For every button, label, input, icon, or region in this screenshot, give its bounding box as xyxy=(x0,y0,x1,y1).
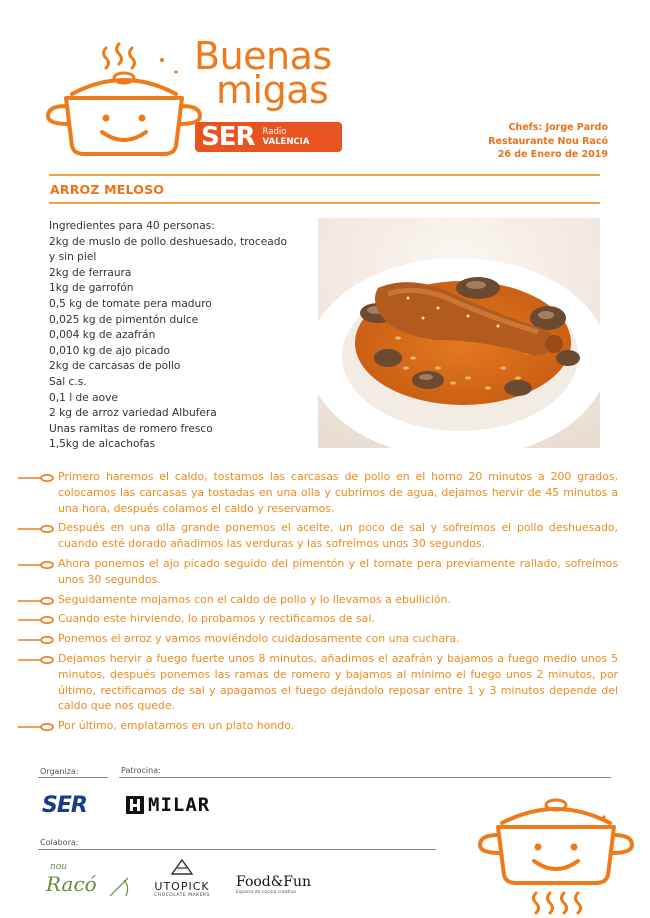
radio-label: Radio xyxy=(262,127,287,137)
cooking-pot-icon-large xyxy=(478,797,638,915)
organiza-rule xyxy=(38,777,108,778)
rice-dish-illustration xyxy=(318,218,600,448)
ingredient-item: 2kg de muslo de pollo deshuesado, troceado xyxy=(49,235,287,248)
ingredient-item: 2 kg de arroz variedad Albufera xyxy=(49,407,217,420)
valencia-label: VALENCIA xyxy=(262,137,310,147)
ingredient-item: 2kg de ferraura xyxy=(49,266,132,279)
preparation-steps xyxy=(18,469,618,738)
spoon-icon xyxy=(18,656,54,664)
spoon-icon xyxy=(18,723,54,731)
step-text: Primero haremos el caldo, tostamos las carcasas de pollo en el horno 20 minutos a 200 grados, colocamos las carcasas ya tostadas en una olla y cubrimos de agua, dejamos hervir de 45 minutos a una hora, después colamos el caldo y reservamos. xyxy=(58,470,618,515)
leaf-icon xyxy=(106,874,132,900)
recipe-title: ARROZ MELOSO xyxy=(50,182,165,197)
title-top-rule xyxy=(49,174,600,176)
food-and-fun-text: Food&Fun xyxy=(236,874,311,890)
dish-photo xyxy=(318,218,600,448)
step-item xyxy=(18,556,618,588)
brand-title-line2: migas xyxy=(216,68,329,112)
patrocina-label: Patrocina: xyxy=(121,766,161,775)
chef-info xyxy=(488,121,608,162)
ingredient-item: 0,5 kg de tomate pera maduro xyxy=(49,297,212,310)
step-text: Cuando este hirviendo, lo probamos y rectificamos de sal. xyxy=(58,612,375,626)
milar-text: MILAR xyxy=(148,794,211,816)
nou-raco-small-text: nou xyxy=(50,862,68,872)
step-item xyxy=(18,718,618,734)
ingredient-item: Unas ramitas de romero fresco xyxy=(49,422,213,435)
ingredient-item: 0,004 kg de azafrán xyxy=(49,329,156,342)
food-and-fun-logo xyxy=(236,874,311,895)
spoon-icon xyxy=(18,561,54,569)
step-text: Dejamos hervir a fuego fuerte unos 8 minutos, añadimos el azafrán y bajamos a fuego medio unos 5 minutos, después ponemos las ramas de romero y bajamos al mínimo el fuego unos 2 minutos, por último, rectificamos de sal y apagamos el fuego dejándolo reposar entre 1 y 3 minutos depende del caldo que nos quede. xyxy=(58,651,618,713)
utopick-sub-text: CHOCOLATE MAKERS xyxy=(154,893,210,898)
organiza-label: Organiza: xyxy=(40,767,79,776)
ingredients-heading: Ingredientes para 40 personas: xyxy=(49,220,215,232)
utopick-text: UTOPICK xyxy=(154,880,210,893)
spoon-icon xyxy=(18,636,54,644)
ingredient-item: 0,010 kg de ajo picado xyxy=(49,344,171,357)
ingredient-item: Sal c.s. xyxy=(49,375,87,388)
patrocina-rule xyxy=(119,777,611,778)
step-item xyxy=(18,611,618,627)
chefs-line: Chefs: Jorge Pardo xyxy=(508,122,608,133)
ser-sponsor-text: SER xyxy=(42,793,87,818)
spoon-icon xyxy=(18,474,54,482)
ingredient-item: 1,5kg de alcachofas xyxy=(49,438,156,451)
colabora-label: Colabora: xyxy=(40,838,79,847)
step-text: Después en una olla grande ponemos el aceite, un poco de sal y sofreímos el pollo deshuesado, cuando esté dorado añadimos las verduras y las sofreímos unos 30 segundos. xyxy=(58,521,618,551)
title-bottom-rule xyxy=(49,202,600,204)
step-text: Ponemos el arroz y vamos moviéndolo cuidadosamente con una cuchara. xyxy=(58,632,460,646)
spoon-icon xyxy=(18,525,54,533)
ser-sponsor-logo xyxy=(42,793,87,818)
food-and-fun-sub-text: Espacio de cocina creativa xyxy=(236,890,296,895)
ingredient-item: 0,025 kg de pimentón dulce xyxy=(49,313,199,326)
nou-raco-text: Racó xyxy=(46,872,97,896)
ser-radio-valencia-logo xyxy=(195,122,342,152)
colabora-rule xyxy=(38,849,436,850)
step-item xyxy=(18,651,618,714)
nou-raco-logo xyxy=(44,862,134,902)
spoon-icon xyxy=(18,616,54,624)
milar-logo xyxy=(126,794,210,816)
utopick-logo xyxy=(152,858,212,898)
step-item xyxy=(18,631,618,647)
cacao-icon xyxy=(169,858,195,876)
date-line: 26 de Enero de 2019 xyxy=(497,149,608,160)
spoon-icon xyxy=(18,597,54,605)
step-item xyxy=(18,592,618,608)
milar-mark-icon xyxy=(126,796,144,814)
step-item xyxy=(18,520,618,552)
step-text: Seguidamente mojamos con el caldo de pollo y lo llevamos a ebullición. xyxy=(58,592,451,606)
brand-title-line1: Buenas xyxy=(194,34,332,78)
ingredient-item: 0,1 l de aove xyxy=(49,391,118,404)
ingredient-item: y sin piel xyxy=(49,251,97,264)
ser-logo-text: SER xyxy=(201,122,255,152)
step-item xyxy=(18,469,618,516)
ingredient-item: 2kg de carcasas de pollo xyxy=(49,360,181,373)
restaurant-line: Restaurante Nou Racó xyxy=(488,135,608,147)
cooking-pot-icon xyxy=(44,36,204,161)
ingredients-list xyxy=(49,219,309,453)
step-text: Ahora ponemos el ajo picado seguido del pimentón y el tomate pera previamente rallado, sofreímos unos 30 segundos. xyxy=(58,556,618,586)
brand-logo xyxy=(44,36,354,166)
ingredient-item: 1kg de garrofón xyxy=(49,282,134,295)
step-text: Por último, emplatamos en un plato hondo. xyxy=(58,719,295,733)
